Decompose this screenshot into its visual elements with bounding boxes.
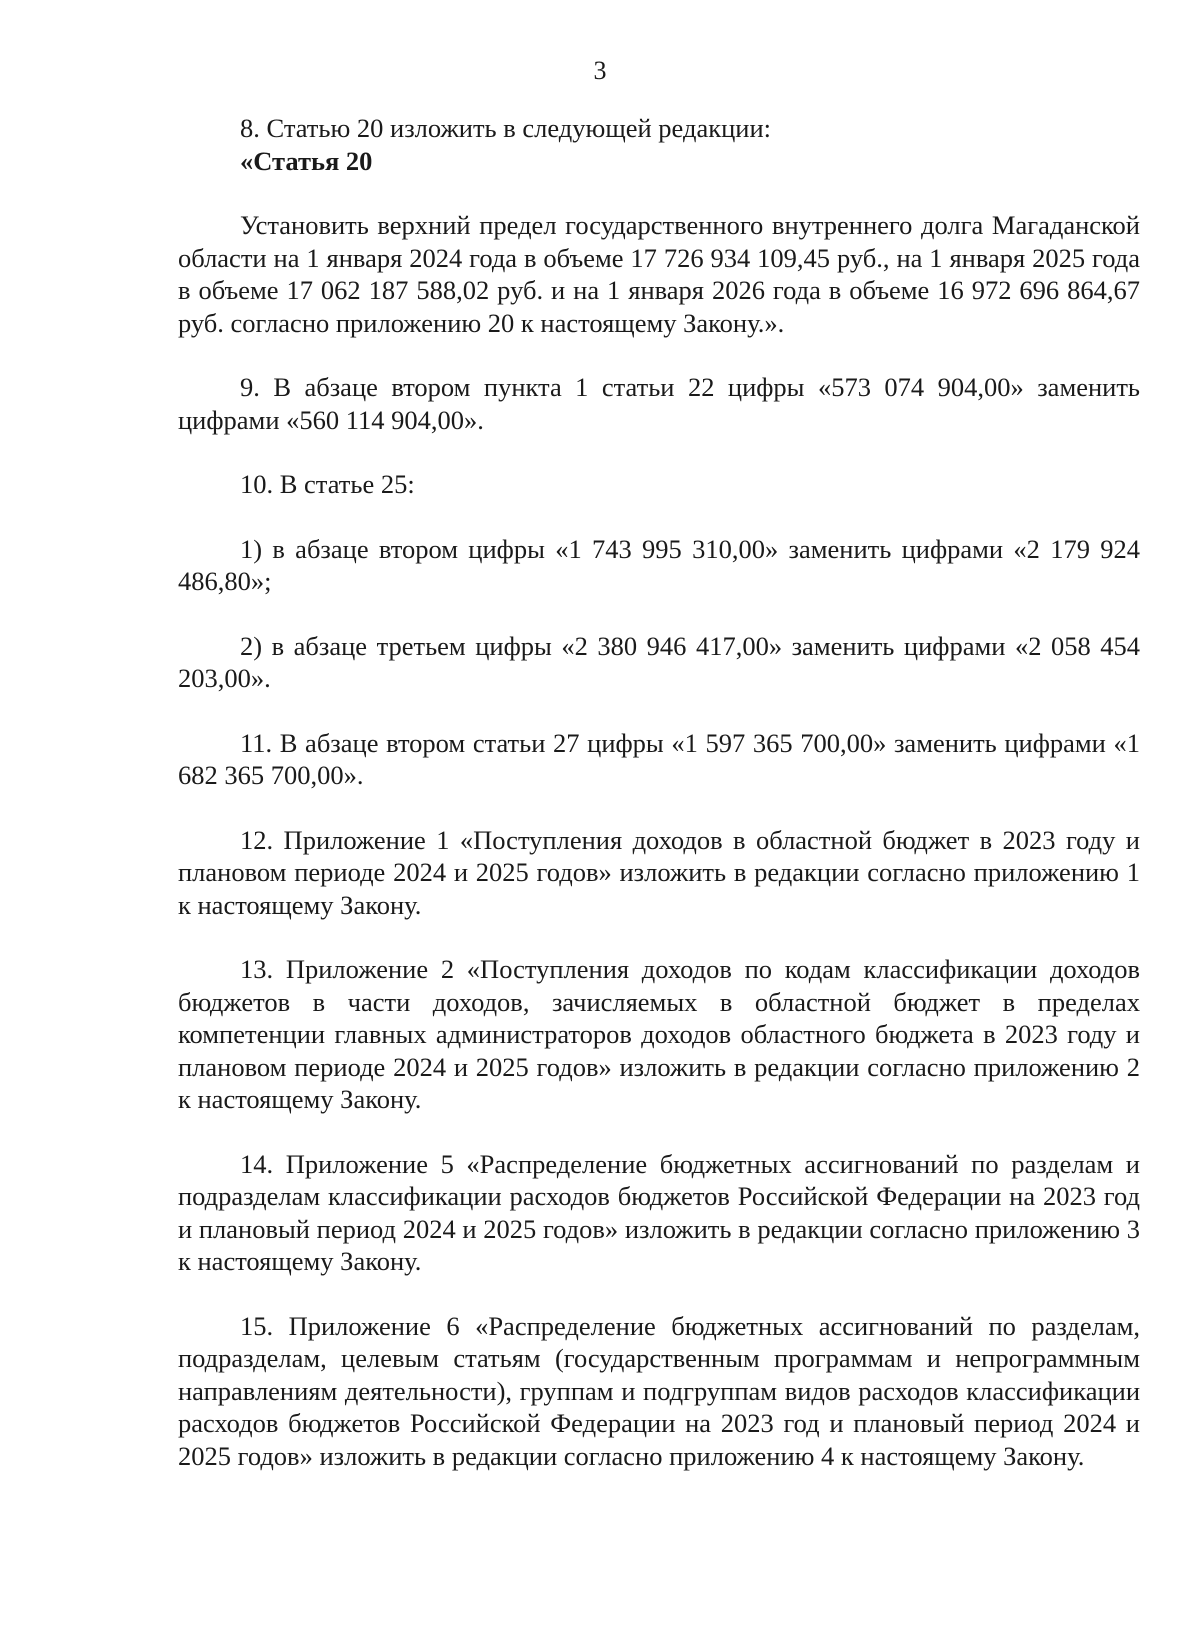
item-12: 12. Приложение 1 «Поступления доходов в областной бюджет в 2023 году и плановом периоде 2024 и 2025 годов» изложить в редакции согласно приложению 1 к настоящему Закону. (178, 824, 1140, 920)
item-15: 15. Приложение 6 «Распределение бюджетных ассигнований по разделам, подразделам, целевым статьям (государственным программам и непрограммным направлениям деятельности), группам и подгруппам видов расходов классификации расходов бюджетов Российской Федерации на 2023 год и плановый период 2024 и 2025 годов» изложить в редакции согласно приложению 4 к настоящему Закону. (178, 1310, 1140, 1471)
item-8-intro: 8. Статью 20 изложить в следующей редакции: (240, 113, 771, 143)
item-14: 14. Приложение 5 «Распределение бюджетных ассигнований по разделам и подразделам классификации расходов бюджетов Российской Федерации на 2023 год и плановый период 2024 и 2025 годов» изложить в редакции согласно приложению 3 к настоящему Закону. (178, 1148, 1140, 1276)
article-20-heading: «Статья 20 (240, 145, 373, 176)
item-11: 11. В абзаце втором статьи 27 цифры «1 597 365 700,00» заменить цифрами «1 682 365 700,00». (178, 727, 1140, 790)
article-20-body: Установить верхний предел государственного внутреннего долга Магаданской области на 1 января 2024 года в объеме 17 726 934 109,45 руб., на 1 января 2025 года в объеме 17 062 187 588,02 руб. и на 1 января 2026 года в объеме 16 972 696 864,67 руб. согласно приложению 20 к настоящему Закону.». (178, 210, 1140, 338)
item-9: 9. В абзаце втором пункта 1 статьи 22 цифры «573 074 904,00» заменить цифрами «560 114 904,00». (178, 372, 1140, 435)
page-number: 3 (593, 56, 607, 85)
item-13: 13. Приложение 2 «Поступления доходов по кодам классификации доходов бюджетов в части доходов, зачисляемых в областной бюджет в пределах компетенции главных администраторов доходов областного бюджета в 2023 году и плановом периоде 2024 и 2025 годов» изложить в редакции согласно приложению 2 к настоящему Закону. (178, 954, 1140, 1114)
item-10-sub-2: 2) в абзаце третьем цифры «2 380 946 417,00» заменить цифрами «2 058 454 203,00». (178, 630, 1140, 693)
document-body (178, 112, 1140, 1472)
item-10-sub-1: 1) в абзаце втором цифры «1 743 995 310,00» заменить цифрами «2 179 924 486,80»; (178, 533, 1140, 596)
item-10-intro: 10. В статье 25: (240, 469, 415, 499)
